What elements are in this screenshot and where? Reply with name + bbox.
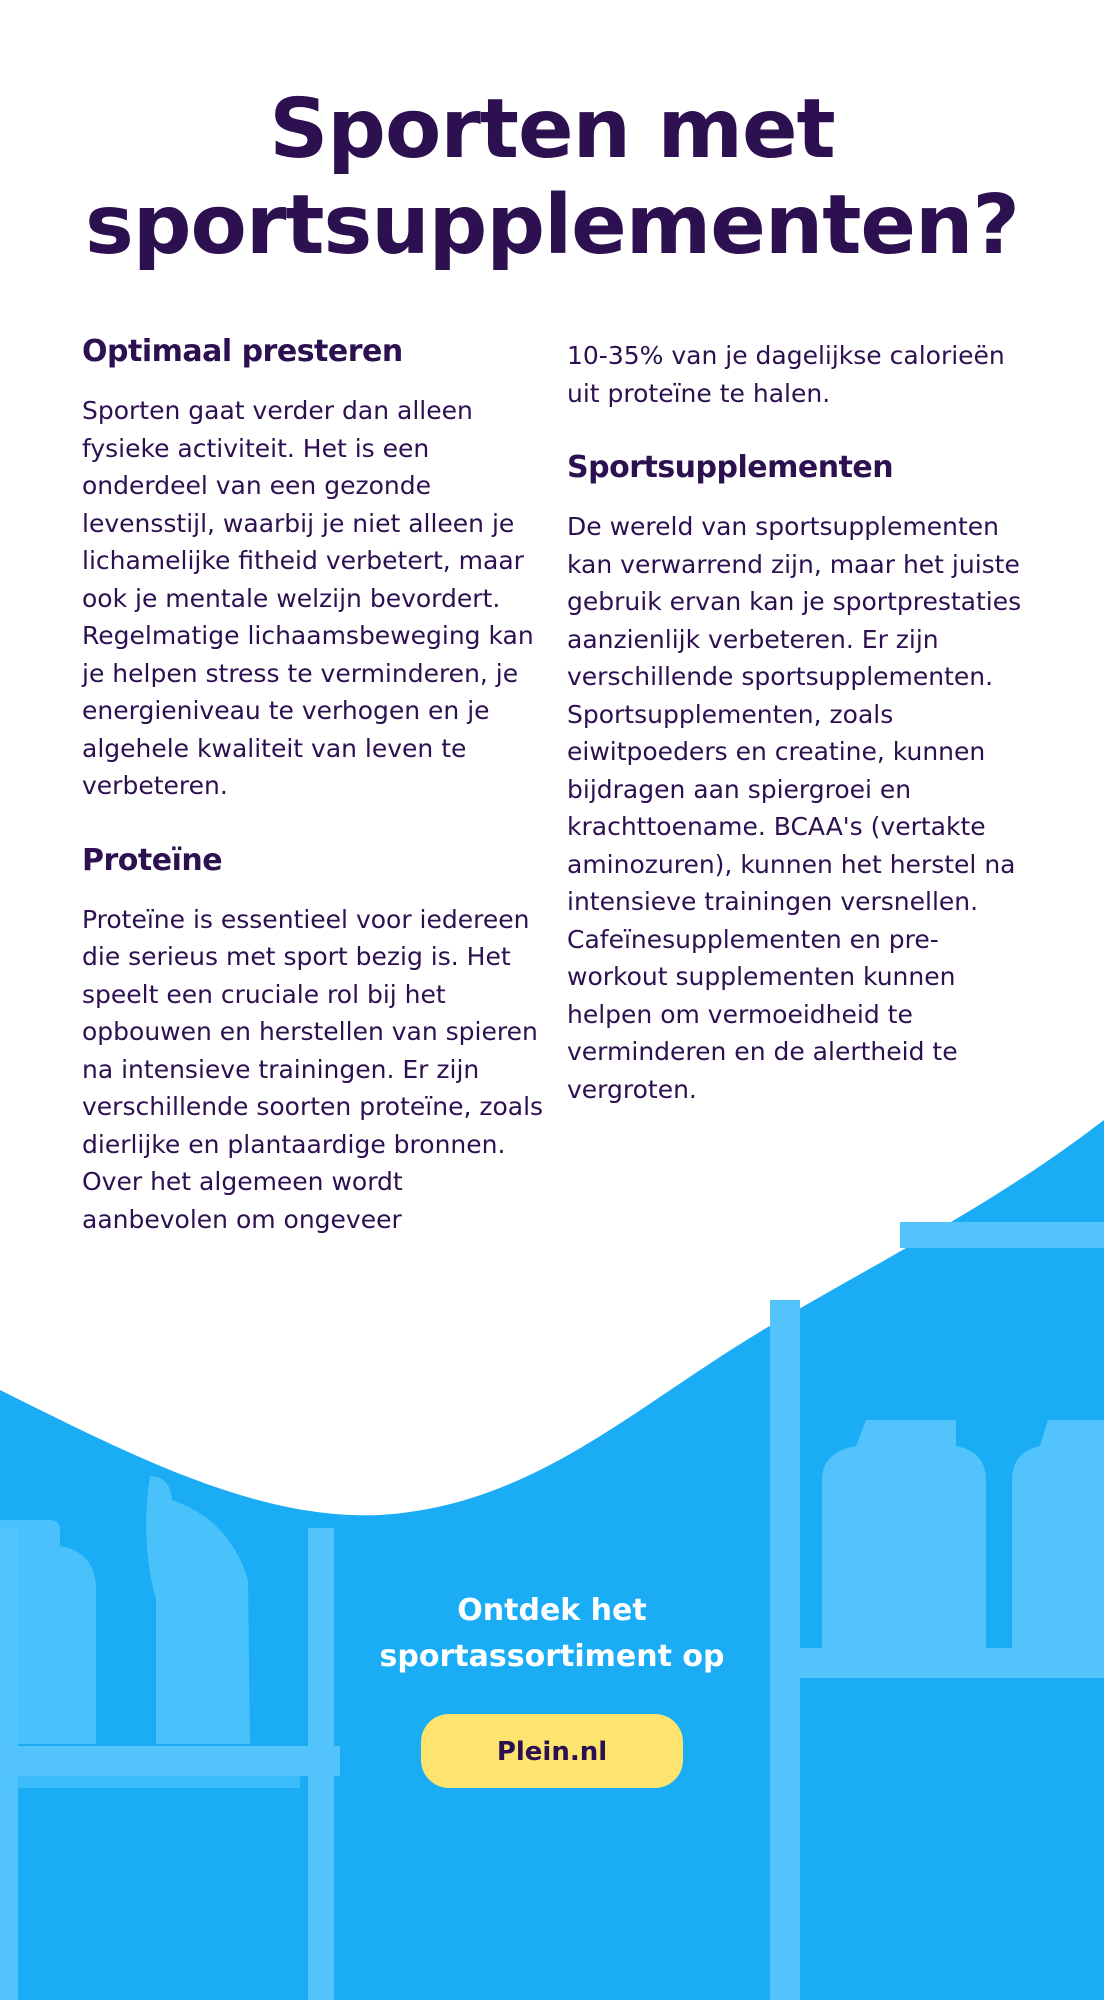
heading-optimaal-presteren: Optimaal presteren xyxy=(82,334,403,369)
title-line-2: sportsupplementen? xyxy=(85,178,1019,273)
cta-line-1: Ontdek het xyxy=(457,1593,647,1628)
cta-section xyxy=(0,1588,1104,1788)
right-column xyxy=(567,337,1037,1144)
cta-line-2: sportassortiment op xyxy=(379,1639,725,1674)
heading-proteine: Proteïne xyxy=(82,842,223,878)
heading-sportsupplementen: Sportsupplementen xyxy=(567,450,894,485)
paragraph-proteine: Proteïne is essentieel voor iedereen die serieus met sport bezig is. Het speelt een cruciale rol bij het opbouwen en herstellen van spieren na intensieve trainingen. Er zijn verschillende soorten proteïne, zoals dierlijke en plantaardige bronnen. Over het algemeen wordt aanbevolen om ongeveer xyxy=(82,904,544,1234)
page-title xyxy=(0,82,1104,274)
paragraph-optimaal-presteren: Sporten gaat verder dan alleen fysieke activiteit. Het is een onderdeel van een gezonde levensstijl, waarbij je niet alleen je lichamelijke fitheid verbetert, maar ook je mentale welzijn bevordert. Regelmatige lichaamsbeweging kan je helpen stress te verminderen, je energieniveau te verhogen en je algehele kwaliteit van leven te verbeteren. xyxy=(82,396,534,800)
title-line-1: Sporten met xyxy=(269,82,835,177)
cta-text xyxy=(252,1588,852,1680)
paragraph-proteine-continued: 10-35% van je dagelijkse calorieën uit proteïne te halen. xyxy=(567,341,1005,408)
plein-nl-button[interactable]: Plein.nl xyxy=(421,1714,683,1788)
paragraph-sportsupplementen: De wereld van sportsupplementen kan verwarrend zijn, maar het juiste gebruik ervan kan je sportprestaties aanzienlijk verbeteren. Er zijn verschillende sportsupplementen. Sportsupplementen, zoals eiwitpoeders en creatine, kunnen bijdragen aan spiergroei en krachttoename. BCAA's (vertakte aminozuren), kunnen het herstel na intensieve trainingen versnellen. Cafeïnesupplementen en pre-workout supplementen kunnen helpen om vermoeidheid te verminderen en de alertheid te vergroten. xyxy=(567,512,1022,1104)
shelf-board xyxy=(900,1222,1104,1248)
left-column xyxy=(82,332,552,1274)
